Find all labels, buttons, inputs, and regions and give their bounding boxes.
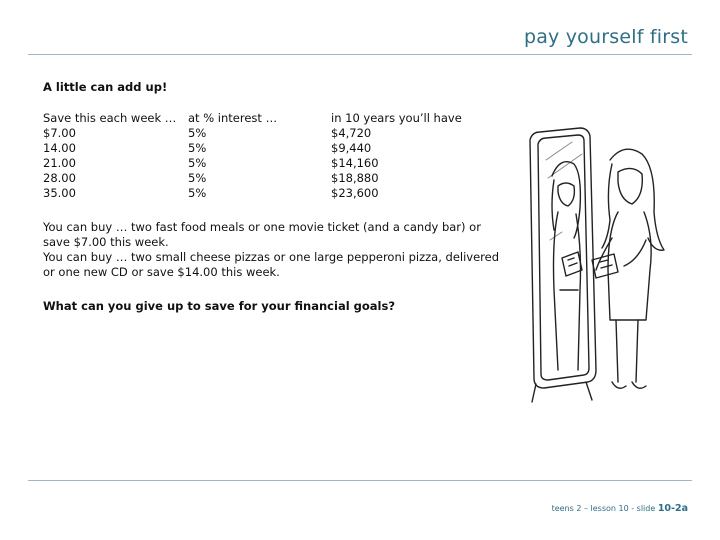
reflection-face	[558, 183, 574, 206]
table-row	[43, 156, 503, 171]
question-text: What can you give up to save for your financial goals?	[43, 299, 396, 313]
header-divider	[28, 54, 692, 55]
table-cell-rate: 5%	[188, 141, 207, 155]
column-header-interest: at % interest …	[188, 111, 278, 125]
main-content	[43, 80, 503, 314]
table-cell-rate: 5%	[188, 171, 207, 185]
girl-legs	[616, 320, 638, 382]
example-paragraph: You can buy … two fast food meals or one movie ticket (and a candy bar) or save $7.00 this week.	[43, 220, 481, 249]
table-cell-amount: $7.00	[43, 126, 76, 140]
slide-number: 10-2a	[657, 503, 688, 514]
girl-arm	[596, 238, 646, 270]
table-cell-rate: 5%	[188, 186, 207, 200]
page-title: pay yourself first	[523, 26, 688, 48]
column-header-result: in 10 years you’ll have	[331, 111, 462, 125]
girl-money	[592, 254, 618, 278]
section-heading: A little can add up!	[43, 80, 168, 94]
reflection-money	[562, 252, 582, 276]
mirror-shine	[546, 142, 582, 240]
table-cell-total: $9,440	[331, 141, 372, 155]
table-row	[43, 186, 503, 201]
footer-divider	[28, 480, 692, 481]
table-cell-total: $23,600	[331, 186, 379, 200]
table-cell-rate: 5%	[188, 126, 207, 140]
footer-prefix: teens 2 – lesson 10 - slide	[551, 504, 658, 513]
slide-footer	[552, 503, 688, 514]
savings-table	[43, 111, 503, 201]
table-cell-total: $14,160	[331, 156, 379, 170]
table-cell-total: $4,720	[331, 126, 372, 140]
example-paragraph: You can buy … two small cheese pizzas or one large pepperoni pizza, delivered or one new CD or save $14.00 this week.	[43, 250, 500, 279]
reflection-body	[554, 212, 581, 370]
girl-hair	[602, 149, 664, 250]
examples-text	[43, 220, 503, 280]
girl-face	[618, 168, 642, 204]
table-cell-amount: 21.00	[43, 156, 76, 170]
table-row	[43, 126, 503, 141]
table-cell-rate: 5%	[188, 156, 207, 170]
table-cell-amount: 28.00	[43, 171, 76, 185]
girl-body	[608, 212, 651, 320]
table-header-row	[43, 111, 503, 126]
table-cell-amount: 14.00	[43, 141, 76, 155]
column-header-save: Save this each week …	[43, 111, 177, 125]
table-row	[43, 171, 503, 186]
mirror-illustration	[522, 120, 667, 405]
table-row	[43, 141, 503, 156]
table-cell-total: $18,880	[331, 171, 379, 185]
girl-shoes	[612, 382, 646, 388]
table-cell-amount: 35.00	[43, 186, 76, 200]
